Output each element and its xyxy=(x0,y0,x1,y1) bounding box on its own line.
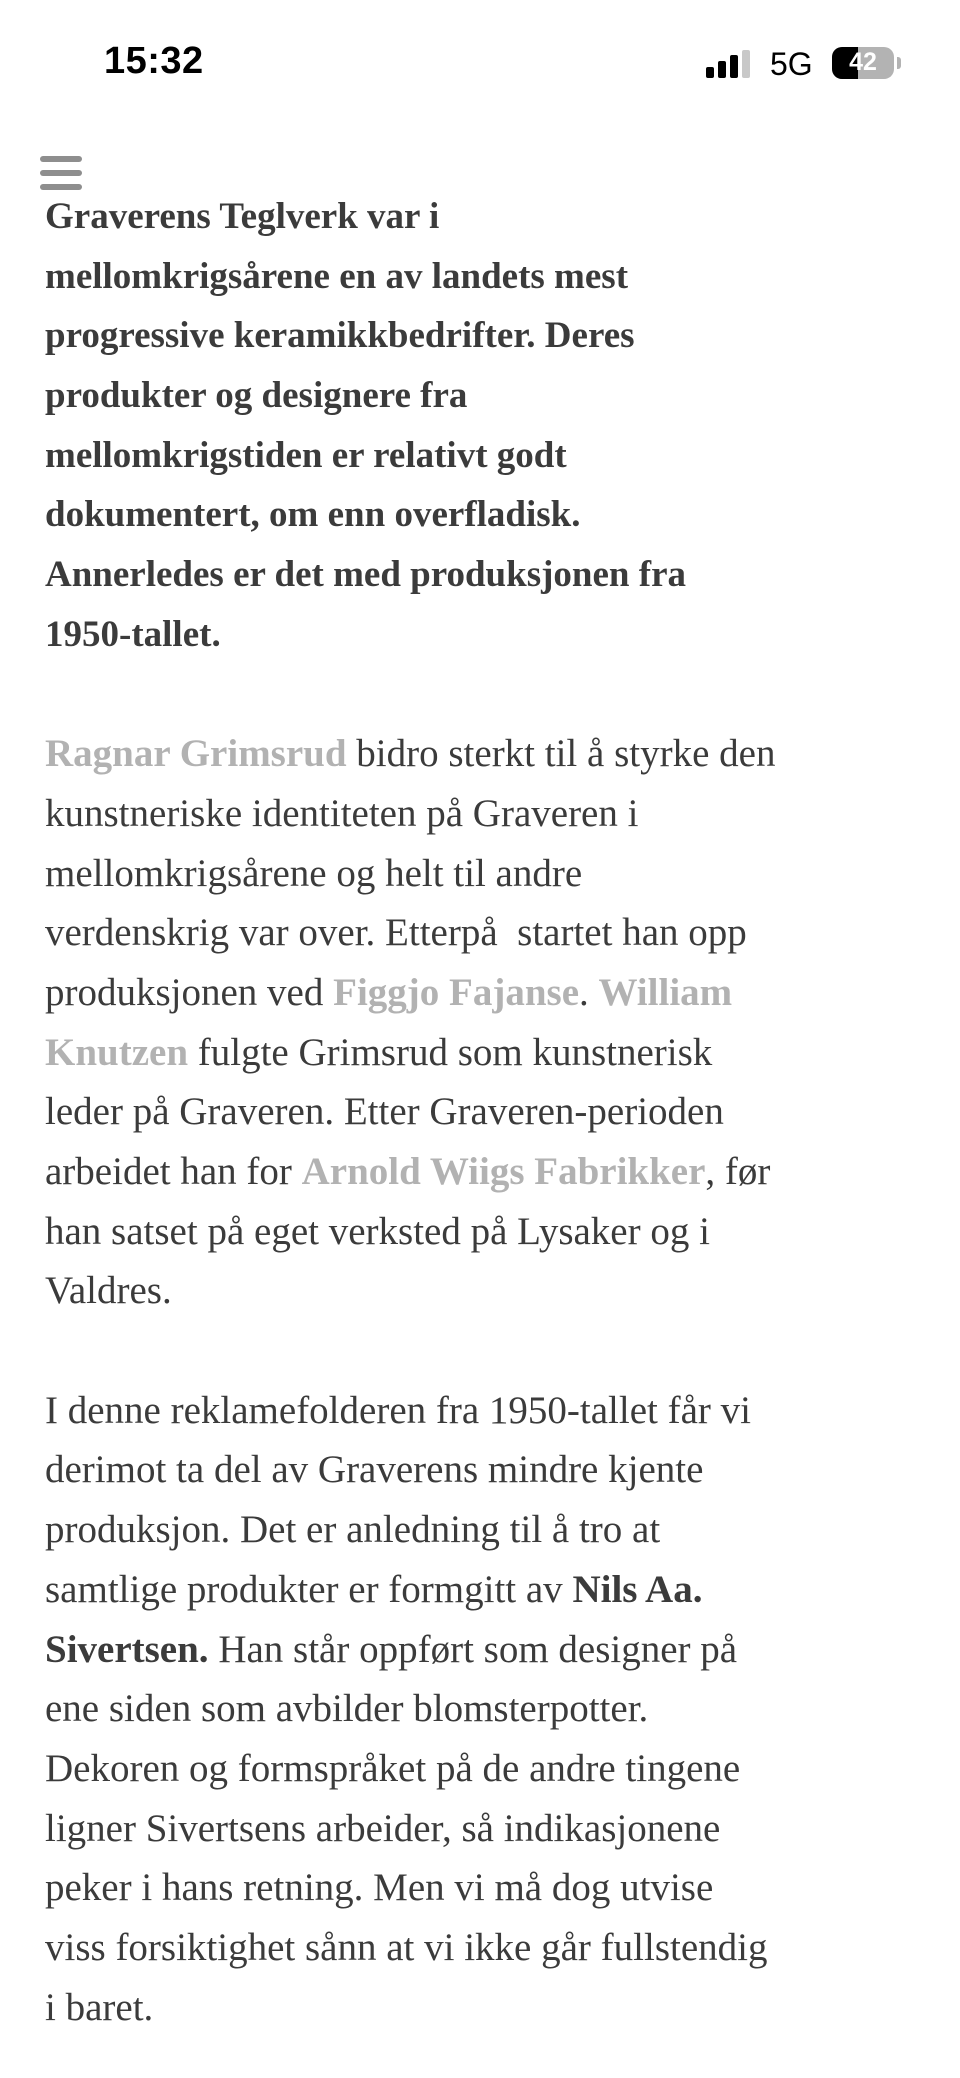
lead-paragraph xyxy=(45,187,945,665)
bold-text: Sivertsen. xyxy=(45,1627,209,1671)
text-line xyxy=(45,1799,945,1859)
text-segment: dokumentert, om enn overfladisk. xyxy=(45,494,581,536)
text-segment: 1950-tallet. xyxy=(45,613,221,655)
cellular-signal-icon xyxy=(706,50,750,78)
text-segment: progressive keramikkbedrifter. Deres xyxy=(45,315,635,357)
text-line xyxy=(45,187,945,247)
paragraph-spacer xyxy=(45,1321,945,1381)
text-line xyxy=(45,485,945,545)
text-line xyxy=(45,605,945,665)
bold-text: Nils Aa. xyxy=(572,1567,703,1611)
text-segment: i baret. xyxy=(45,1985,154,2029)
text-segment: han satset på eget verksted på Lysaker og i xyxy=(45,1209,710,1253)
status-time: 15:32 xyxy=(104,40,204,82)
battery-level: 42 xyxy=(849,48,877,76)
text-segment: Valdres. xyxy=(45,1269,172,1313)
paragraph-spacer xyxy=(45,665,945,725)
text-line xyxy=(45,1620,945,1680)
text-segment: Dekoren og formspråket på de andre tingene xyxy=(45,1746,741,1790)
text-segment: mellomkrigsårene en av landets mest xyxy=(45,255,629,297)
text-segment: mellomkrigsårene og helt til andre xyxy=(45,851,583,895)
text-segment: fulgte Grimsrud som kunstnerisk xyxy=(188,1030,713,1074)
text-line xyxy=(45,1023,945,1083)
body-paragraph xyxy=(45,724,945,1321)
text-line xyxy=(45,366,945,426)
status-bar xyxy=(0,0,960,120)
text-line xyxy=(45,1739,945,1799)
inline-link[interactable]: Ragnar Grimsrud xyxy=(45,732,347,776)
text-line xyxy=(45,1082,945,1142)
body-paragraph xyxy=(45,1381,945,2038)
inline-link[interactable]: Knutzen xyxy=(45,1030,189,1074)
battery-icon xyxy=(832,47,894,79)
text-segment: ligner Sivertsens arbeider, så indikasjonene xyxy=(45,1806,721,1850)
text-segment: samtlige produkter er formgitt av xyxy=(45,1567,573,1611)
text-line xyxy=(45,1560,945,1620)
text-segment: peker i hans retning. Men vi må dog utvise xyxy=(45,1866,714,1910)
article-body xyxy=(45,187,945,2037)
battery-cap xyxy=(897,57,901,69)
text-line xyxy=(45,1858,945,1918)
text-line xyxy=(45,1202,945,1262)
text-line xyxy=(45,426,945,486)
inline-link[interactable]: William xyxy=(598,970,733,1014)
hamburger-menu-icon[interactable] xyxy=(40,156,82,190)
text-line xyxy=(45,844,945,904)
text-segment: kunstneriske identiteten på Graveren i xyxy=(45,791,639,835)
text-segment: . xyxy=(579,970,599,1014)
text-segment: mellomkrigstiden er relativt godt xyxy=(45,434,567,476)
text-segment: viss forsiktighet sånn at vi ikke går fullstendig xyxy=(45,1925,768,1969)
text-line xyxy=(45,1978,945,2038)
text-line xyxy=(45,963,945,1023)
text-line xyxy=(45,1440,945,1500)
text-line xyxy=(45,1381,945,1441)
network-type: 5G xyxy=(770,46,813,82)
text-segment: , før xyxy=(705,1150,771,1193)
text-segment: derimot ta del av Graverens mindre kjente xyxy=(45,1448,704,1492)
text-line xyxy=(45,903,945,963)
text-segment: Han står oppført som designer på xyxy=(208,1627,738,1671)
inline-link[interactable]: Figgjo Fajanse xyxy=(333,970,580,1014)
text-line xyxy=(45,306,945,366)
text-segment: I denne reklamefolderen fra 1950-tallet får vi xyxy=(45,1388,751,1432)
text-line xyxy=(45,545,945,605)
text-segment: produksjonen ved xyxy=(45,970,334,1014)
text-line xyxy=(45,247,945,307)
text-segment: Graverens Teglverk var i xyxy=(45,196,440,237)
text-line xyxy=(45,724,945,784)
text-segment: produksjon. Det er anledning til å tro at xyxy=(45,1508,661,1552)
text-line xyxy=(45,1142,945,1202)
text-segment: bidro sterkt til å styrke den xyxy=(346,732,776,776)
text-segment: Annerledes er det med produksjonen fra xyxy=(45,554,686,596)
text-segment: ene siden som avbilder blomsterpotter. xyxy=(45,1687,649,1731)
text-segment: arbeidet han for xyxy=(45,1150,302,1193)
inline-link[interactable]: Arnold Wiigs Fabrikker xyxy=(301,1150,706,1193)
text-line xyxy=(45,784,945,844)
text-line xyxy=(45,1261,945,1321)
text-segment: verdenskrig var over. Etterpå startet han opp xyxy=(45,911,747,955)
text-segment: produkter og designere fra xyxy=(45,375,468,417)
text-line xyxy=(45,1679,945,1739)
text-segment: leder på Graveren. Etter Graveren-perioden xyxy=(45,1090,724,1134)
text-line xyxy=(45,1500,945,1560)
text-line xyxy=(45,1918,945,1978)
